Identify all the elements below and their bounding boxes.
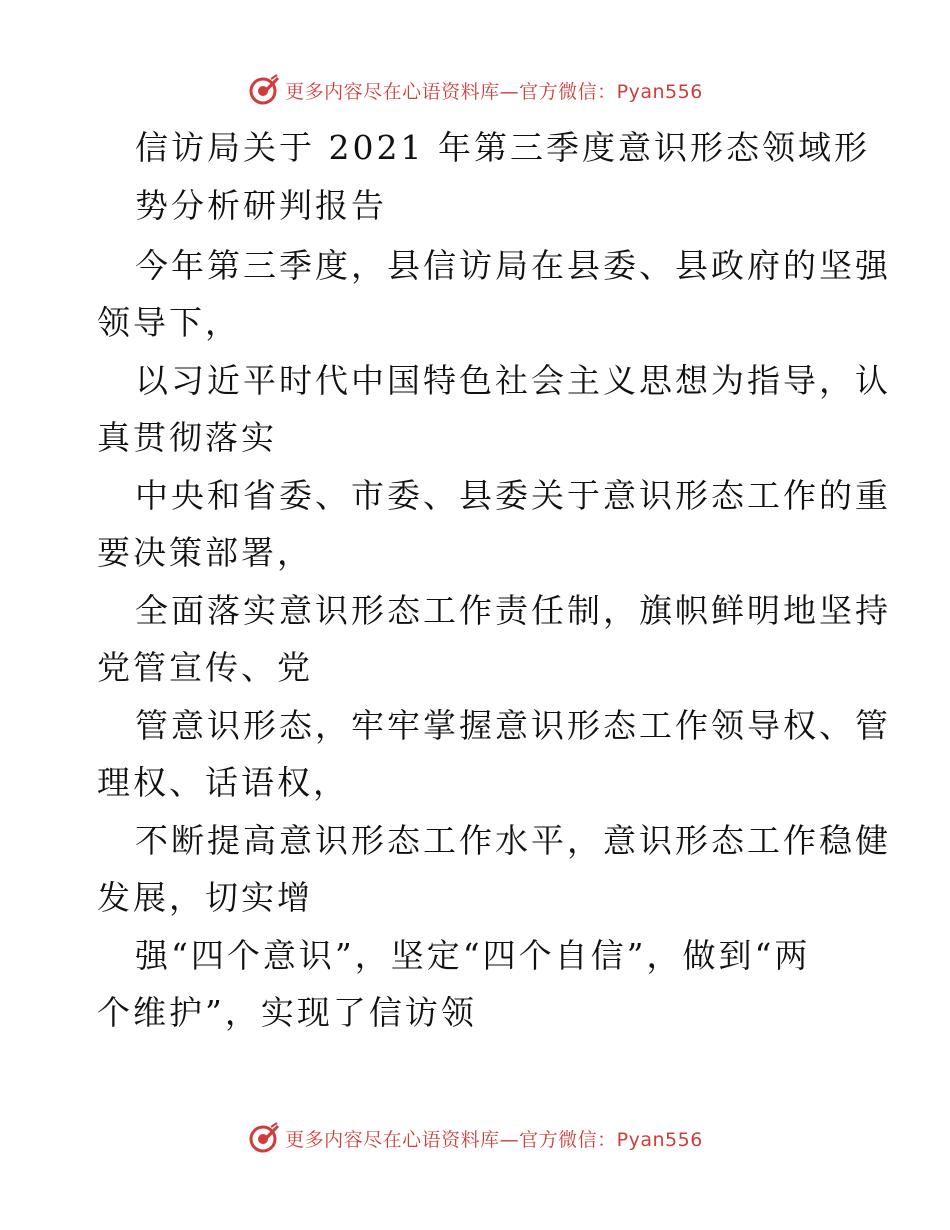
watermark-text: 更多内容尽在心语资料库—官方微信：Pyan556 — [285, 1128, 703, 1151]
title-line: 信访局关于 2021 年第三季度意识形态领域形 — [135, 128, 870, 167]
paragraph-line: 要决策部署， — [97, 533, 313, 572]
paragraph-line: 今年第三季度，县信访局在县委、县政府的坚强 — [135, 246, 891, 285]
paragraph-line: 全面落实意识形态工作责任制，旗帜鲜明地坚持 — [135, 591, 891, 630]
paragraph-line: 管意识形态，牢牢掌握意识形态工作领导权、管 — [135, 706, 891, 745]
watermark-text: 更多内容尽在心语资料库—官方微信：Pyan556 — [285, 80, 703, 103]
paragraph-line: 发展，切实增 — [97, 878, 313, 917]
paragraph-line: 以习近平时代中国特色社会主义思想为指导，认 — [135, 361, 891, 400]
paragraph-line: 真贯彻落实 — [97, 418, 277, 457]
quill-logo-icon — [247, 73, 281, 107]
header-watermark — [0, 70, 950, 110]
footer-watermark — [0, 1118, 950, 1158]
paragraph-line: 党管宣传、党 — [97, 648, 313, 687]
paragraph-line: 不断提高意识形态工作水平，意识形态工作稳健 — [135, 821, 891, 860]
paragraph-line: 个维护”，实现了信访领 — [97, 993, 477, 1032]
paragraph-line: 领导下， — [97, 303, 241, 342]
quill-logo-icon — [247, 1121, 281, 1155]
paragraph-line: 中央和省委、市委、县委关于意识形态工作的重 — [135, 476, 891, 515]
paragraph-line: 理权、话语权， — [97, 763, 349, 802]
title-line: 势分析研判报告 — [135, 186, 387, 225]
paragraph-line: 强“四个意识”，坚定“四个自信”，做到“两 — [135, 936, 811, 975]
